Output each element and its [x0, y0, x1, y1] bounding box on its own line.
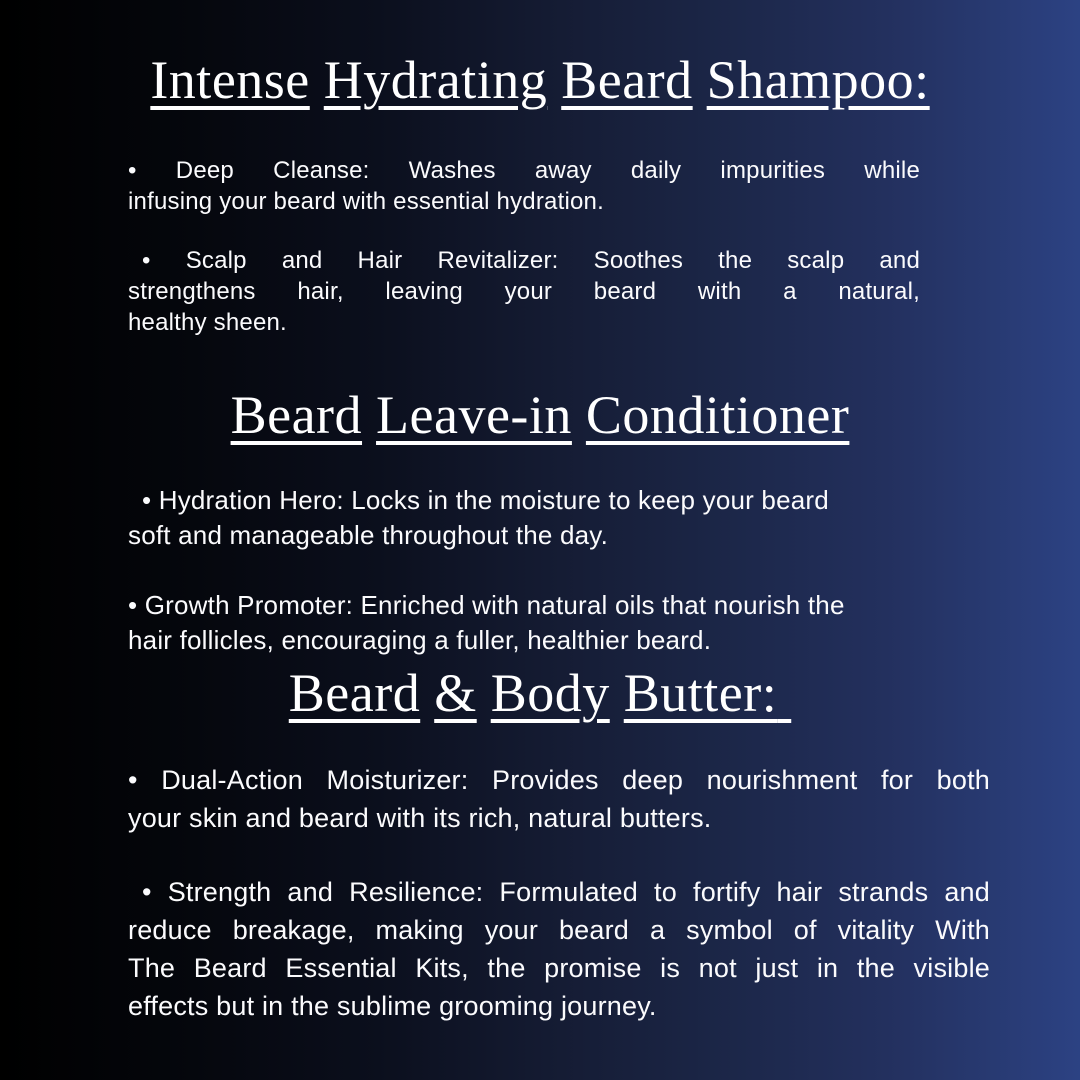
heading-shampoo: Intense Hydrating Beard Shampoo:: [150, 50, 930, 110]
line: • Scalp and Hair Revitalizer: Soothes the scalp and: [142, 247, 920, 274]
heading-butter: Beard & Body Butter:: [288, 663, 778, 724]
para-hydration-hero: [128, 483, 900, 553]
section-butter: [0, 661, 1080, 1025]
line: reduce breakage, making your beard a symbol of vitality With: [128, 915, 990, 946]
section-conditioner: [0, 383, 1080, 658]
line: strengthens hair, leaving your beard with a natural,: [128, 278, 920, 305]
line: • Dual-Action Moisturizer: Provides deep nourishment for both: [128, 765, 990, 796]
para-growth-promoter: [128, 588, 900, 658]
line: • Strength and Resilience: Formulated to fortify hair strands and: [142, 877, 990, 908]
line: • Growth Promoter: Enriched with natural oils that nourish the: [128, 590, 845, 621]
heading-conditioner: Beard Leave-in Conditioner: [230, 385, 850, 445]
line: • Hydration Hero: Locks in the moisture to keep your beard: [142, 485, 829, 516]
line: effects but in the sublime grooming journey.: [128, 991, 657, 1022]
line: The Beard Essential Kits, the promise is not just in the visible: [128, 953, 990, 984]
para-scalp-revitalizer: [128, 245, 920, 338]
line: healthy sheen.: [128, 309, 287, 336]
section-shampoo: [0, 48, 1080, 338]
line: soft and manageable throughout the day.: [128, 520, 609, 551]
para-deep-cleanse: [128, 155, 920, 217]
para-dual-action: [128, 761, 990, 837]
line: • Deep Cleanse: Washes away daily impurities while: [128, 157, 920, 184]
para-strength-resilience: [128, 873, 990, 1025]
line: hair follicles, encouraging a fuller, healthier beard.: [128, 625, 712, 656]
line: your skin and beard with its rich, natural butters.: [128, 803, 712, 834]
line: infusing your beard with essential hydration.: [128, 188, 604, 215]
